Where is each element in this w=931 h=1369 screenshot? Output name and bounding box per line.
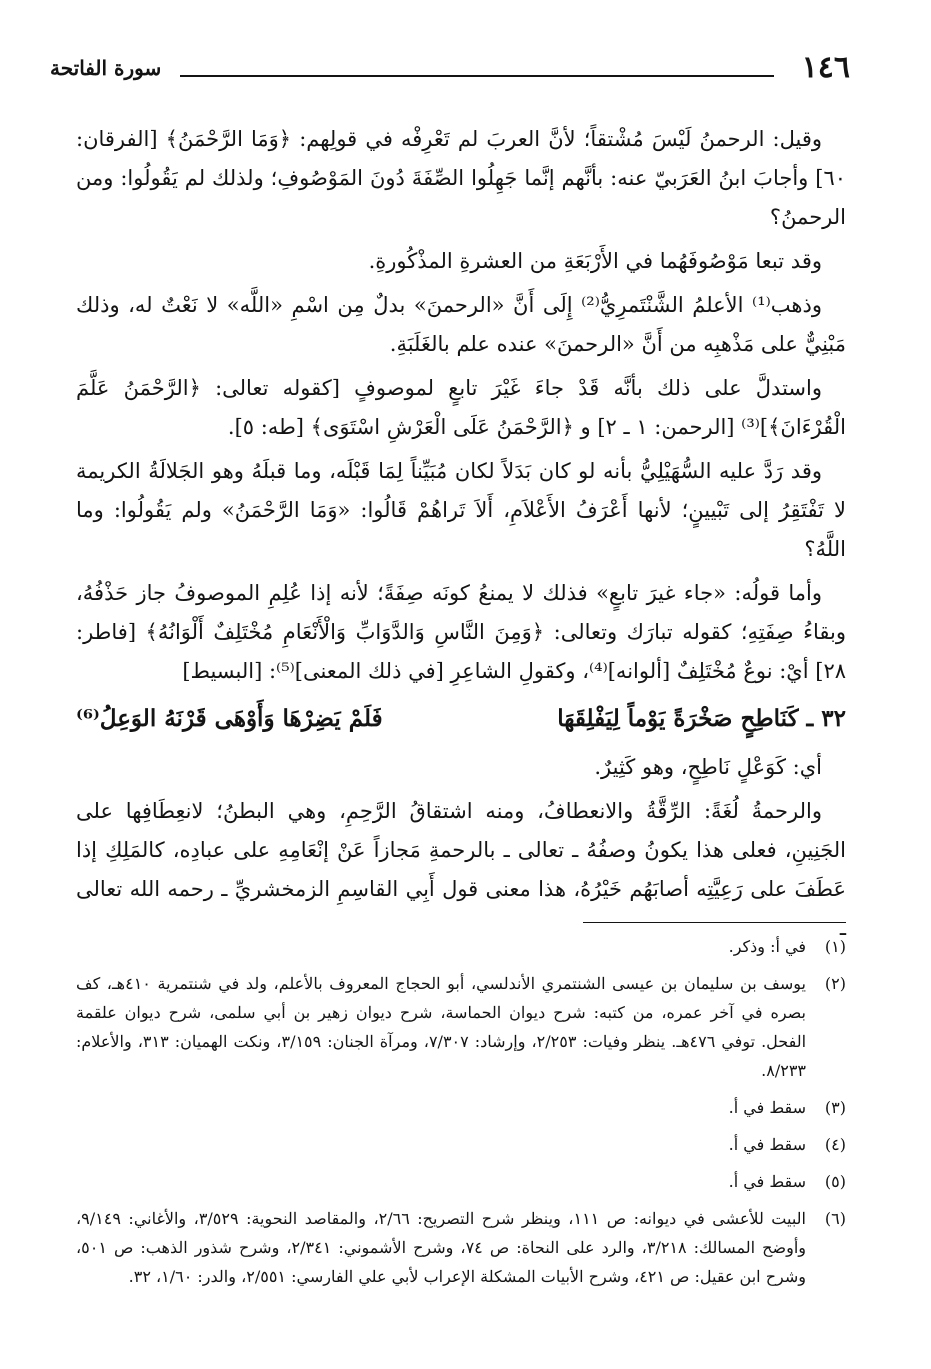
paragraph: والرحمةُ لُغَةً: الرِّقَّةُ والانعطافُ، ومنه اشتقاقُ الرَّحِمِ، وهي البطنُ؛ لانعِطَافِها على الجَنِينِ، فعلى هذا يكونُ وصفُهُ ـ تعالى ـ بالرحمةِ مَجازاً عَنْ إنْعَامِهِ على عبادِه، كالمَلِكِ إذا عَطَفَ على رَعِيَّتِه أصابَهُم خَيْرُهُ، هذا معنى قول أَبِي القاسِمِ الزمخشريِّ ـ رحمه الله تعالى ـ — [76, 799, 846, 940]
paragraph: وأما قولُه: «جاء غيرَ تابعٍ» فذلك لا يمنعُ كونَه صِفَةً؛ لأنه إذا عُلِمِ الموصوفُ جاز حَذْفُهُ، وبقاءُ صِفَتِهِ؛ كقوله تبارَك وتعالى: ﴿وَمِنَ النَّاسِ وَالدَّوَابِّ وَالْأَنْعَامِ مُخْتَلِفٌ أَلْوَانُهُ﴾ [فاطر: ٢٨] أيْ: نوعٌ مُخْتَلِفٌ [ألوانه]⁽⁴⁾، وكقولِ الشاعِرِ [في ذلك المعنى]⁽⁵⁾: [البسيط] — [76, 581, 846, 683]
footnote-number: (١) — [824, 937, 846, 956]
footnote-text: يوسف بن سليمان بن عيسى الشنتمري الأندلسي، أبو الحجاج المعروف بالأعلم، ولد في شنتمرية ٤١٠هـ، كف بصره في آخر عمره، من كتبه: شرح ديوان الحماسة، شرح ديوان زهير بن أبي سلمى، شرح ديوان علقمة الفحل. توفي ٤٧٦هـ. ينظر وفيات: ٢/٢٥٣، وإرشاد: ٧/٣٠٧، ومرآة الجنان: ٣/١٥٩، ونكت الهميان: ٣١٣، والأعلام: ٨/٢٣٣. — [76, 974, 807, 1080]
paragraph: وقد رَدَّ عليه السُّهَيْلِيُّ بأنه لو كان بَدَلاً لكان مُبَيِّناً لِمَا قَبْلَه، وما قبلَهُ وهو الجَلالَةُ الكريمة لا تَفْتَقِرُ إلى تَبْيينٍ؛ لأنها أَعْرَفُ الأَعْلاَمِ، أَلاَ تَراهُمْ قَالُوا: «وَمَا الرَّحْمَنُ» ولم يَقُولُوا: وما اللَّهُ؟ — [76, 459, 846, 561]
verse-first-hemistich: ٣٢ ـ كَنَاطِحٍ صَخْرَةً يَوْماً لِيَفْلِقَهَا — [557, 705, 846, 732]
page-header — [50, 44, 850, 86]
footnote — [76, 1204, 846, 1291]
footnote — [76, 1093, 846, 1122]
header-rule — [180, 75, 774, 77]
paragraph: وقد تبعا مَوْصُوفَهُما في الأَرْبَعَةِ من العشرةِ المذْكُورةِ. — [368, 249, 822, 273]
verse-second-hemistich: فَلَمْ يَضِرْهَا وَأَوْهَى قَرْنَهُ الوَعِلُ⁽⁶⁾ — [76, 705, 383, 732]
footnote-text: سقط في أ. — [728, 1172, 806, 1191]
footnote-number: (٣) — [824, 1098, 846, 1117]
footnote-text: البيت للأعشى في ديوانه: ص ١١١، وينظر شرح التصريح: ٢/٦٦، والمقاصد النحوية: ٣/٥٢٩، والأغاني: ٩/١٤٩، وأوضح المسالك: ٣/٢١٨، والرد على النحاة: ص ٧٤، وشرح الأشموني: ٢/٣٤١، وشرح شذور الذهب: ص ٥٠١، وشرح ابن عقيل: ص ٤٢١، وشرح الأبيات المشكلة الإعراب لأبي علي الفارسي: ٢/٥٥١، والدر: ١/٦٠، ٣٢. — [76, 1209, 806, 1286]
paragraph: وقيل: الرحمنُ لَيْسَ مُشْتقاً؛ لأنَّ العربَ لم تَعْرِفْه في قولِهم: ﴿وَمَا الرَّحْمَنُ﴾ [الفرقان: ٦٠] وأجابَ ابنُ العَرَبيّ عنه: بأنَّهم إنَّما جَهِلُوا الصِّفَةَ دُونَ المَوْصُوفِ؛ ولذلك لم يَقُولُوا: ومن الرحمنُ؟ — [76, 127, 846, 229]
footnote-text: سقط في أ. — [728, 1135, 806, 1154]
page-number: ١٤٦ — [801, 50, 850, 85]
footnote — [76, 969, 846, 1085]
paragraph: وذهب⁽¹⁾ الأعلمُ الشَّنْتَمرِيُّ⁽²⁾ إِلَى أَنَّ «الرحمنَ» بدلٌ مِن اسْمِ «اللَّه» لا نَعْتٌ له، وذلك مَبْنِيٌّ على مَذْهبِه من أَنَّ «الرحمنَ» عنده علم بالغَلَبَةِ. — [76, 293, 846, 356]
footnote — [76, 932, 846, 961]
footnote-number: (٥) — [824, 1172, 846, 1191]
paragraph: واستدلَّ على ذلك بأنَّه قَدْ جاءَ غَيْرَ تابعٍ لموصوفٍ [كقوله تعالى: ﴿الرَّحْمَنُ عَلَّمَ الْقُرْءَانَ﴾]⁽³⁾ [الرحمن: ١ ـ ٢] و ﴿الرَّحْمَنُ عَلَى الْعَرْشِ اسْتَوَى﴾ [طه: ٥]. — [76, 376, 846, 439]
footnote — [76, 1130, 846, 1159]
footnote-text: في أ: وذكر. — [728, 937, 806, 956]
footnote-text: سقط في أ. — [728, 1098, 806, 1117]
chapter-title: سورة الفاتحة — [50, 56, 162, 80]
footnote-separator — [583, 922, 846, 923]
footnote-number: (٢) — [824, 974, 846, 993]
footnote-number: (٦) — [824, 1209, 846, 1228]
poetry-verse — [76, 696, 846, 742]
footnotes — [76, 932, 846, 1299]
footnote-number: (٤) — [824, 1135, 846, 1154]
footnote — [76, 1167, 846, 1196]
paragraph: أي: كَوَعْلٍ نَاطِحٍ، وهو كَثِيرٌ. — [594, 755, 822, 779]
main-text — [76, 120, 846, 953]
